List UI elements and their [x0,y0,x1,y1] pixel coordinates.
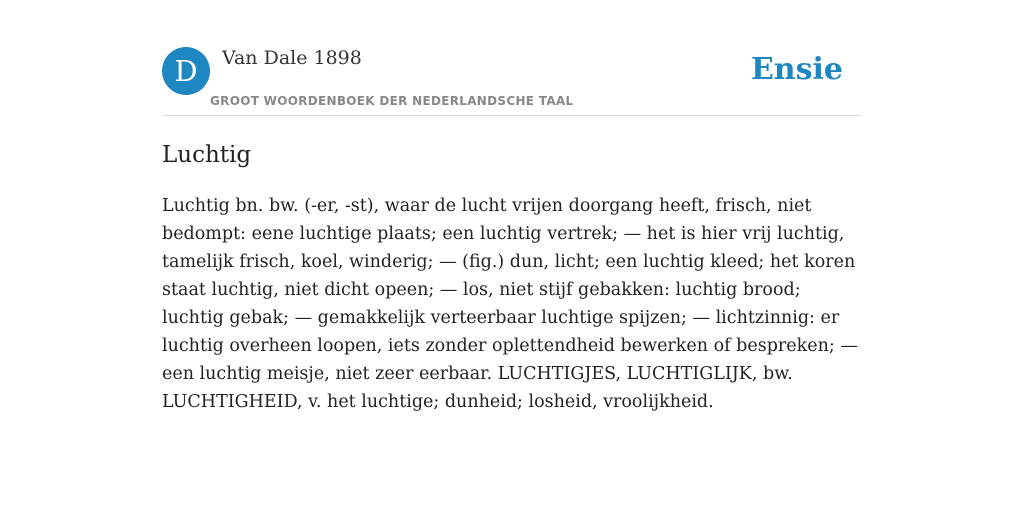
dictionary-logo[interactable]: D [162,47,210,95]
source-subtitle: GROOT WOORDENBOEK DER NEDERLANDSCHE TAAL [210,94,574,108]
source-title[interactable]: Van Dale 1898 [222,47,362,69]
entry-definition: Luchtig bn. bw. (-er, -st), waar de lucht vrijen doorgang heeft, frisch, niet bedompt: eene luchtige plaats; een luchtig vertrek; — het is hier vrij luchtig, tamelijk frisch, koel, winderig; — (fig.) dun, licht; een luchtig kleed; het koren staat luchtig, niet dicht opeen; — los, niet stijf gebakken: luchtig brood; luchtig gebak; — gemakkelijk verteerbaar luchtige spijzen; — lichtzinnig: er luchtig overheen loopen, iets zonder oplettendheid bewerken of bespreken; — een luchtig meisje, niet zeer eerbaar. LUCHTIGJES, LUCHTIGLIJK, bw. LUCHTIGHEID, v. het luchtige; dunheid; losheid, vroolijkheid. [162,196,858,412]
entry-headword: Luchtig [162,142,252,168]
header-divider [162,115,862,116]
ensie-brand-logo[interactable]: Ensie [750,52,843,87]
